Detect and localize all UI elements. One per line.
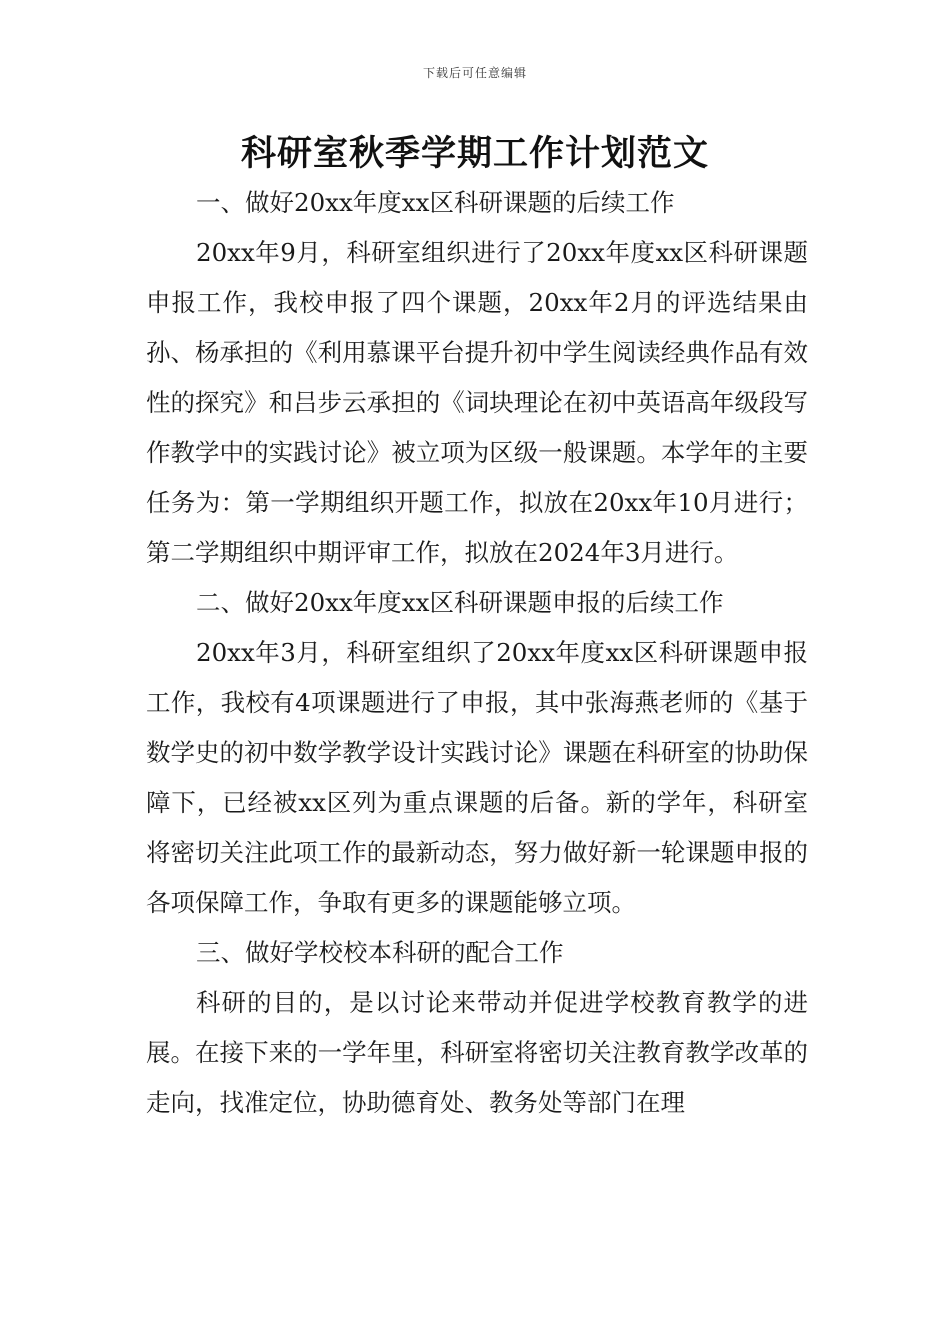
- section-heading-3: 三、做好学校校本科研的配合工作: [196, 938, 564, 967]
- body-paragraph-2: 20xx年3月，科研室组织了20xx年度xx区科研课题申报工作，我校有4项课题进行了申报，其中张海燕老师的《基于数学史的初中数学教学设计实践讨论》课题在科研室的协助保障下，已经被xx区列为重点课题的后备。新的学年，科研室将密切关注此项工作的最新动态，努力做好新一轮课题申报的各项保障工作，争取有更多的课题能够立项。: [146, 638, 808, 917]
- body-paragraph-1: 20xx年9月，科研室组织进行了20xx年度xx区科研课题申报工作，我校申报了四个课题，20xx年2月的评选结果由孙、杨承担的《利用慕课平台提升初中学生阅读经典作品有效性的探究》和吕步云承担的《词块理论在初中英语高年级段写作教学中的实践讨论》被立项为区级一般课题。本学年的主要任务为：第一学期组织开题工作，拟放在20xx年10月进行；第二学期组织中期评审工作，拟放在2024年3月进行。: [146, 238, 808, 567]
- header-note: 下载后可任意编辑: [422, 66, 527, 80]
- body-paragraph-3: 科研的目的，是以讨论来带动并促进学校教育教学的进展。在接下来的一学年里，科研室将密切关注教育教学改革的走向，找准定位，协助德育处、教务处等部门在理: [146, 988, 808, 1117]
- document-body: [146, 178, 808, 1128]
- document-title: 科研室秋季学期工作计划范文: [240, 134, 709, 174]
- section-heading-1: 一、做好20xx年度xx区科研课题的后续工作: [196, 188, 675, 217]
- section-heading-2: 二、做好20xx年度xx区科研课题申报的后续工作: [196, 588, 724, 617]
